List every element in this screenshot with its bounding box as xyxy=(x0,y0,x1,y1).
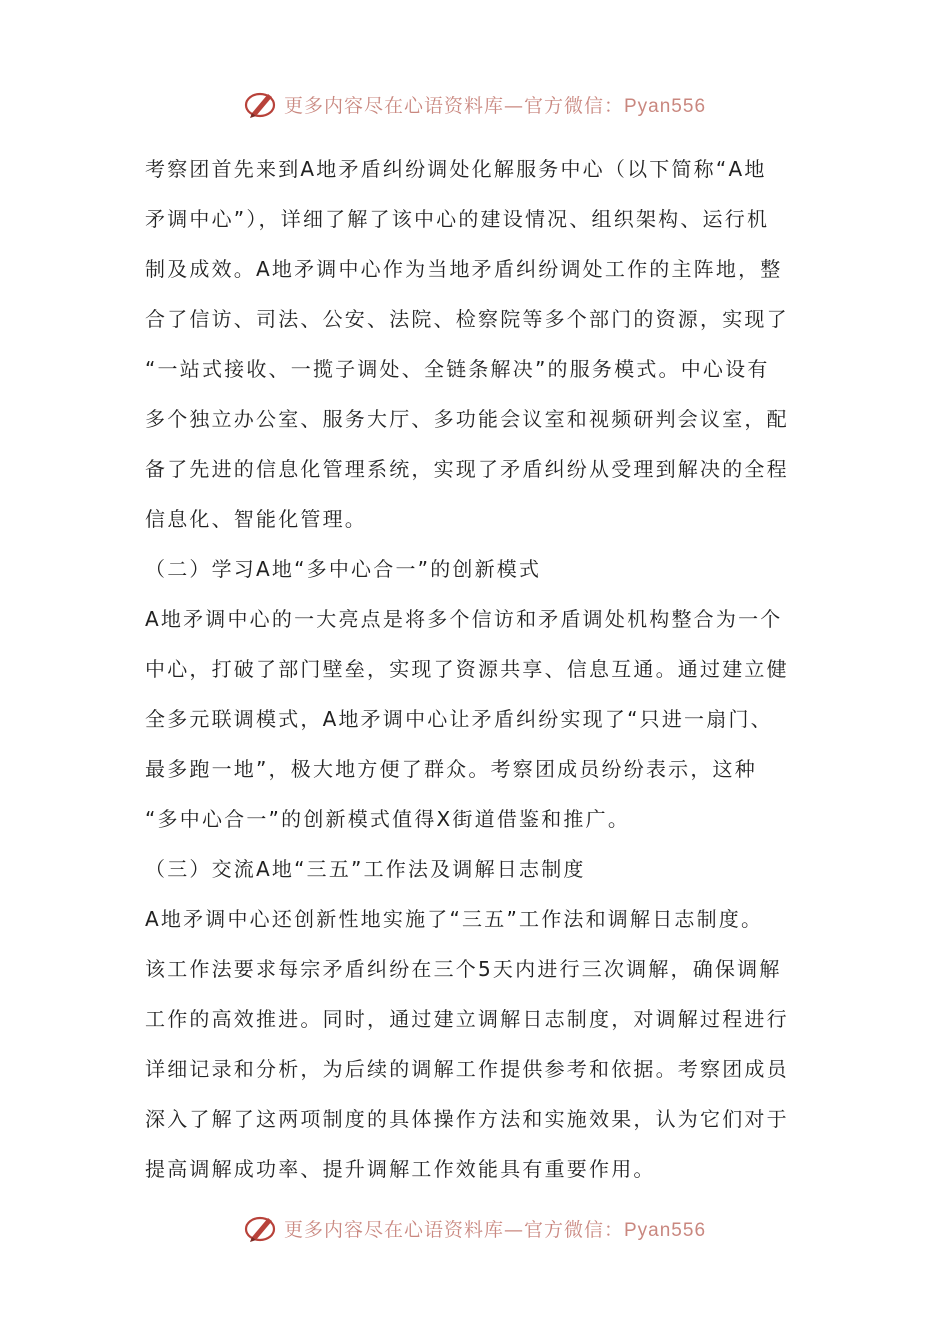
body-line: 考察团首先来到A地矛盾纠纷调处化解服务中心（以下简称“A地 xyxy=(145,157,767,181)
body-line: 最多跑一地”，极大地方便了群众。考察团成员纷纷表示，这种 xyxy=(145,757,757,781)
body-line: 多个独立办公室、服务大厅、多功能会议室和视频研判会议室，配 xyxy=(145,407,789,431)
body-line: 矛调中心”），详细了解了该中心的建设情况、组织架构、运行机 xyxy=(145,207,770,231)
footer-banner-wechat-id: Pyan556 xyxy=(624,1219,707,1241)
body-line: 工作的高效推进。同时，通过建立调解日志制度，对调解过程进行 xyxy=(145,1007,789,1031)
header-banner-wechat-id: Pyan556 xyxy=(624,95,707,117)
body-line: 制及成效。A地矛调中心作为当地矛盾纠纷调处工作的主阵地，整 xyxy=(145,257,783,281)
body-line: 信息化、智能化管理。 xyxy=(145,507,367,531)
header-banner-text: 更多内容尽在心语资料库—官方微信：Pyan556 xyxy=(283,94,707,117)
pen-logo-icon xyxy=(244,87,278,121)
body-line: 提高调解成功率、提升调解工作效能具有重要作用。 xyxy=(145,1157,656,1181)
header-banner xyxy=(0,84,950,124)
body-line: “一站式接收、一揽子调处、全链条解决”的服务模式。中心设有 xyxy=(145,357,770,381)
body-line: 该工作法要求每宗矛盾纠纷在三个5天内进行三次调解，确保调解 xyxy=(145,957,782,981)
document-body xyxy=(145,144,810,1194)
footer-banner xyxy=(0,1208,950,1248)
section-heading-3: （三）交流A地“三五”工作法及调解日志制度 xyxy=(145,857,586,881)
body-line: 全多元联调模式，A地矛调中心让矛盾纠纷实现了“只进一扇门、 xyxy=(145,707,773,731)
section-heading-2: （二）学习A地“多中心合一”的创新模式 xyxy=(145,557,542,581)
body-line: 备了先进的信息化管理系统，实现了矛盾纠纷从受理到解决的全程 xyxy=(145,457,789,481)
pen-logo-icon xyxy=(244,1211,278,1245)
body-line: A地矛调中心还创新性地实施了“三五”工作法和调解日志制度。 xyxy=(145,907,764,931)
footer-banner-text: 更多内容尽在心语资料库—官方微信：Pyan556 xyxy=(283,1218,707,1241)
body-line: A地矛调中心的一大亮点是将多个信访和矛盾调处机构整合为一个 xyxy=(145,607,783,631)
body-line: 深入了解了这两项制度的具体操作方法和实施效果，认为它们对于 xyxy=(145,1107,789,1131)
body-line: 详细记录和分析，为后续的调解工作提供参考和依据。考察团成员 xyxy=(145,1057,789,1081)
body-line: 中心，打破了部门壁垒，实现了资源共享、信息互通。通过建立健 xyxy=(145,657,789,681)
body-line: “多中心合一”的创新模式值得X街道借鉴和推广。 xyxy=(145,807,631,831)
body-line: 合了信访、司法、公安、法院、检察院等多个部门的资源，实现了 xyxy=(145,307,789,331)
